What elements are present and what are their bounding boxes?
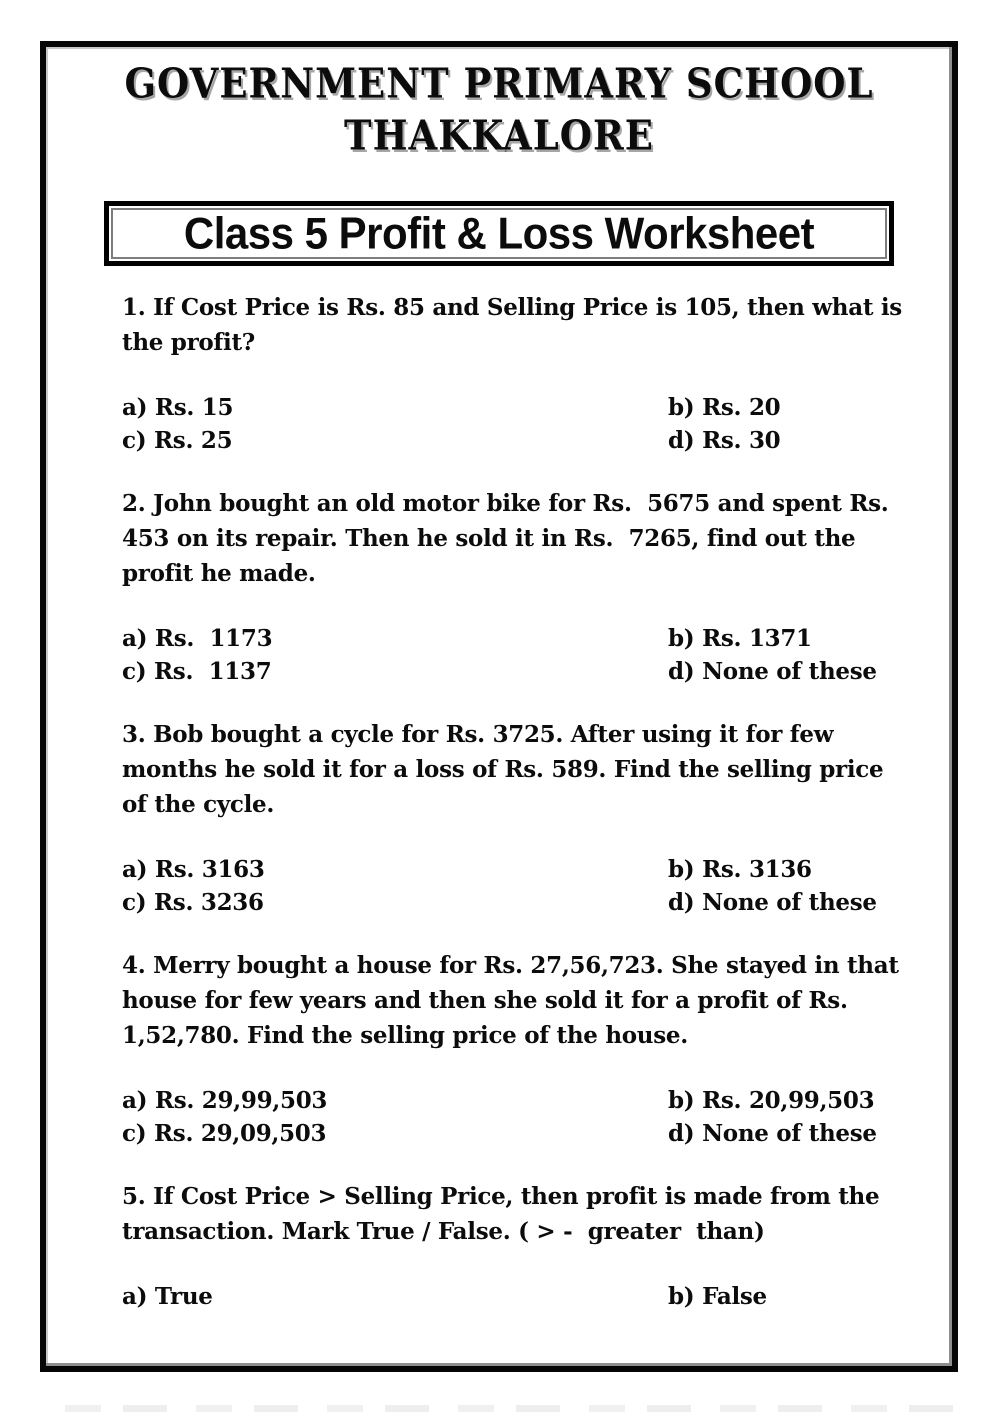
question-4-option-d[interactable]: d) None of these [668, 1120, 877, 1147]
question-3-option-b[interactable]: b) Rs. 3136 [668, 856, 812, 883]
question-5-text [122, 1179, 902, 1249]
question-4-text [122, 948, 902, 1053]
question-line: 453 on its repair. Then he sold it in Rs. 7265, find out the [122, 525, 856, 552]
question-1-option-d[interactable]: d) Rs. 30 [668, 427, 781, 454]
question-4-option-a[interactable]: a) Rs. 29,99,503 [122, 1087, 328, 1114]
question-4-option-b[interactable]: b) Rs. 20,99,503 [668, 1087, 875, 1114]
question-1-text [122, 290, 902, 360]
question-4-option-c[interactable]: c) Rs. 29,09,503 [122, 1120, 327, 1147]
question-line: the profit? [122, 329, 255, 356]
question-3-option-c[interactable]: c) Rs. 3236 [122, 889, 264, 916]
question-3-options [122, 853, 902, 919]
question-2-option-d[interactable]: d) None of these [668, 658, 877, 685]
question-line: profit he made. [122, 560, 316, 587]
school-location: THAKKALORE [344, 110, 654, 160]
question-1-option-a[interactable]: a) Rs. 15 [122, 394, 234, 421]
question-2 [122, 486, 902, 688]
question-line: 1. If Cost Price is Rs. 85 and Selling Price is 105, then what is [122, 294, 902, 321]
question-2-options [122, 622, 902, 688]
question-5 [122, 1179, 902, 1313]
school-header [46, 57, 952, 161]
question-1-option-c[interactable]: c) Rs. 25 [122, 427, 233, 454]
school-name: GOVERNMENT PRIMARY SCHOOL [124, 58, 874, 108]
worksheet-border-frame [40, 41, 958, 1372]
next-page-text-sliver [65, 1405, 975, 1412]
question-3-text [122, 717, 902, 822]
questions-area [122, 290, 902, 1313]
question-5-options [122, 1280, 902, 1313]
question-2-option-b[interactable]: b) Rs. 1371 [668, 625, 812, 652]
question-4 [122, 948, 902, 1150]
question-1-option-b[interactable]: b) Rs. 20 [668, 394, 781, 421]
question-5-option-a[interactable]: a) True [122, 1283, 213, 1310]
question-2-text [122, 486, 902, 591]
question-1-options [122, 391, 902, 457]
question-line: 4. Merry bought a house for Rs. 27,56,723. She stayed in that [122, 952, 899, 979]
question-2-option-c[interactable]: c) Rs. 1137 [122, 658, 272, 685]
question-line: months he sold it for a loss of Rs. 589. Find the selling price [122, 756, 884, 783]
question-3-option-a[interactable]: a) Rs. 3163 [122, 856, 265, 883]
worksheet-title: Class 5 Profit & Loss Worksheet [183, 208, 815, 258]
question-1 [122, 290, 902, 457]
question-line: of the cycle. [122, 791, 275, 818]
question-4-options [122, 1084, 902, 1150]
question-3 [122, 717, 902, 919]
question-5-option-b[interactable]: b) False [668, 1283, 767, 1310]
question-line: house for few years and then she sold it for a profit of Rs. [122, 987, 848, 1014]
question-line: transaction. Mark True / False. ( > - greater than) [122, 1218, 765, 1245]
question-line: 2. John bought an old motor bike for Rs. 5675 and spent Rs. [122, 490, 889, 517]
question-2-option-a[interactable]: a) Rs. 1173 [122, 625, 273, 652]
question-line: 3. Bob bought a cycle for Rs. 3725. After using it for few [122, 721, 834, 748]
question-line: 1,52,780. Find the selling price of the house. [122, 1022, 688, 1049]
question-3-option-d[interactable]: d) None of these [668, 889, 877, 916]
question-line: 5. If Cost Price > Selling Price, then profit is made from the [122, 1183, 880, 1210]
worksheet-title-box [104, 201, 894, 266]
